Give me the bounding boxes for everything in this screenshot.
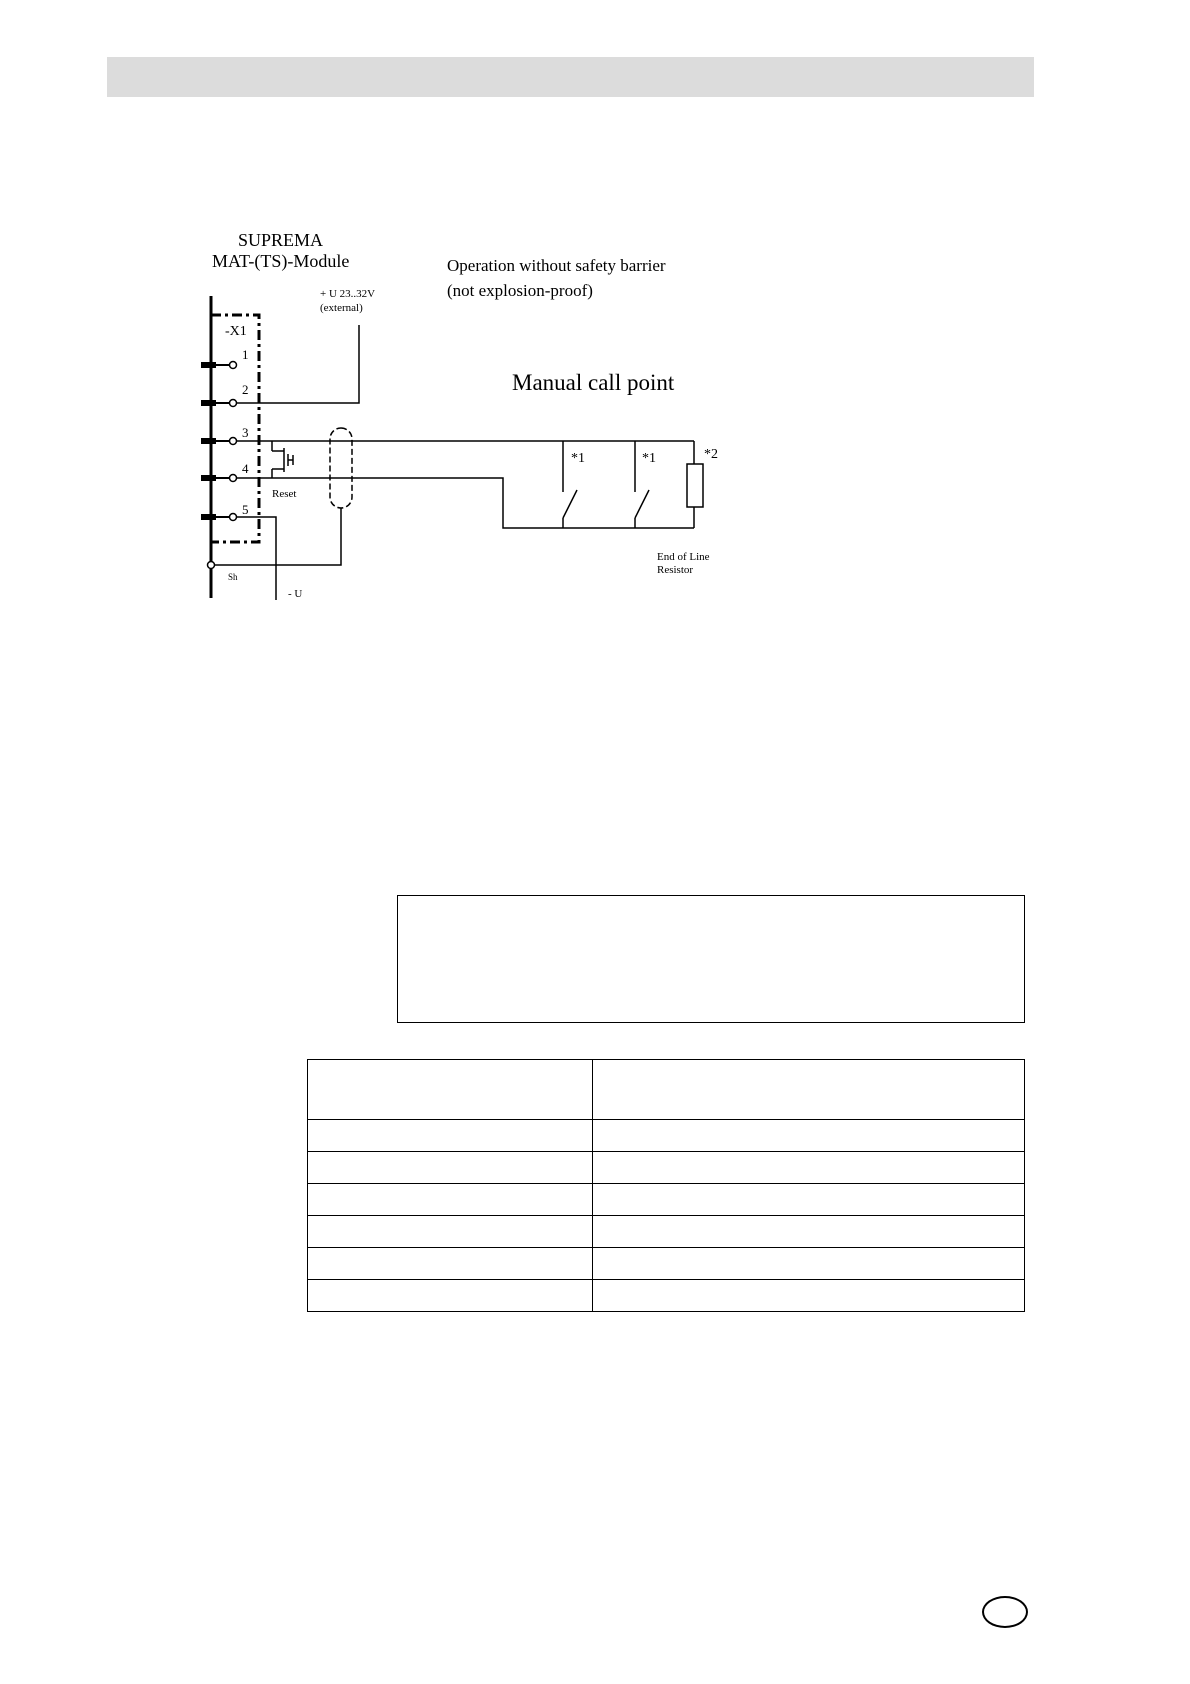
module-title-line1: SUPREMA xyxy=(238,230,324,250)
table-row xyxy=(308,1248,1025,1280)
negative-supply-wire xyxy=(236,517,276,600)
shield-junction xyxy=(208,562,215,569)
terminal-5-label: 5 xyxy=(242,502,249,517)
switch-1-note: *1 xyxy=(571,451,585,466)
note-box xyxy=(397,895,1025,1023)
terminal-1 xyxy=(201,362,237,369)
negative-supply-label: - U xyxy=(288,588,303,600)
module-title-line2: MAT-(TS)-Module xyxy=(212,251,350,271)
table-cell xyxy=(593,1248,1025,1280)
terminal-4 xyxy=(201,475,237,482)
table-cell xyxy=(308,1248,593,1280)
table-cell xyxy=(308,1152,593,1184)
data-table xyxy=(307,1059,1025,1312)
supply-wire xyxy=(236,325,359,403)
table-cell xyxy=(593,1216,1025,1248)
terminal-4-label: 4 xyxy=(242,461,249,476)
table-row xyxy=(308,1120,1025,1152)
terminal-5 xyxy=(201,514,237,521)
operation-note-line2: (not explosion-proof) xyxy=(447,281,593,300)
cable-shield-symbol xyxy=(330,428,352,508)
resistor-label-line1: End of Line xyxy=(657,551,710,563)
table-cell xyxy=(308,1184,593,1216)
module-boundary xyxy=(211,315,259,542)
switch-2-note: *1 xyxy=(642,451,656,466)
table-cell xyxy=(593,1280,1025,1312)
table-row xyxy=(308,1216,1025,1248)
page-marker xyxy=(982,1596,1028,1628)
table-cell xyxy=(308,1120,593,1152)
table-row xyxy=(308,1280,1025,1312)
reset-button-symbol xyxy=(272,441,293,478)
table-header-cell xyxy=(593,1060,1025,1120)
resistor-label-line2: Resistor xyxy=(657,564,694,576)
table-cell xyxy=(308,1216,593,1248)
table-row xyxy=(308,1152,1025,1184)
table-cell xyxy=(593,1120,1025,1152)
reset-label: Reset xyxy=(272,488,297,500)
shield-label: Sh xyxy=(228,572,238,582)
operation-note-line1: Operation without safety barrier xyxy=(447,256,666,275)
terminal-1-label: 1 xyxy=(242,347,249,362)
resistor-note: *2 xyxy=(704,447,718,462)
table-cell xyxy=(593,1184,1025,1216)
terminal-3-label: 3 xyxy=(242,425,249,440)
table-header-cell xyxy=(308,1060,593,1120)
terminal-3 xyxy=(201,438,237,445)
terminal-2-label: 2 xyxy=(242,382,249,397)
connector-label: -X1 xyxy=(225,324,247,339)
table-cell xyxy=(593,1152,1025,1184)
supply-voltage-label-line2: (external) xyxy=(320,302,363,314)
table-cell xyxy=(308,1280,593,1312)
loop-wire-lower xyxy=(236,478,694,528)
supply-voltage-label-line1: + U 23..32V xyxy=(320,288,376,300)
terminal-2 xyxy=(201,400,237,407)
table-header-row xyxy=(308,1060,1025,1120)
wiring-diagram xyxy=(0,0,1190,620)
table-row xyxy=(308,1184,1025,1216)
call-point-title: Manual call point xyxy=(512,370,675,395)
end-of-line-resistor xyxy=(687,464,703,507)
